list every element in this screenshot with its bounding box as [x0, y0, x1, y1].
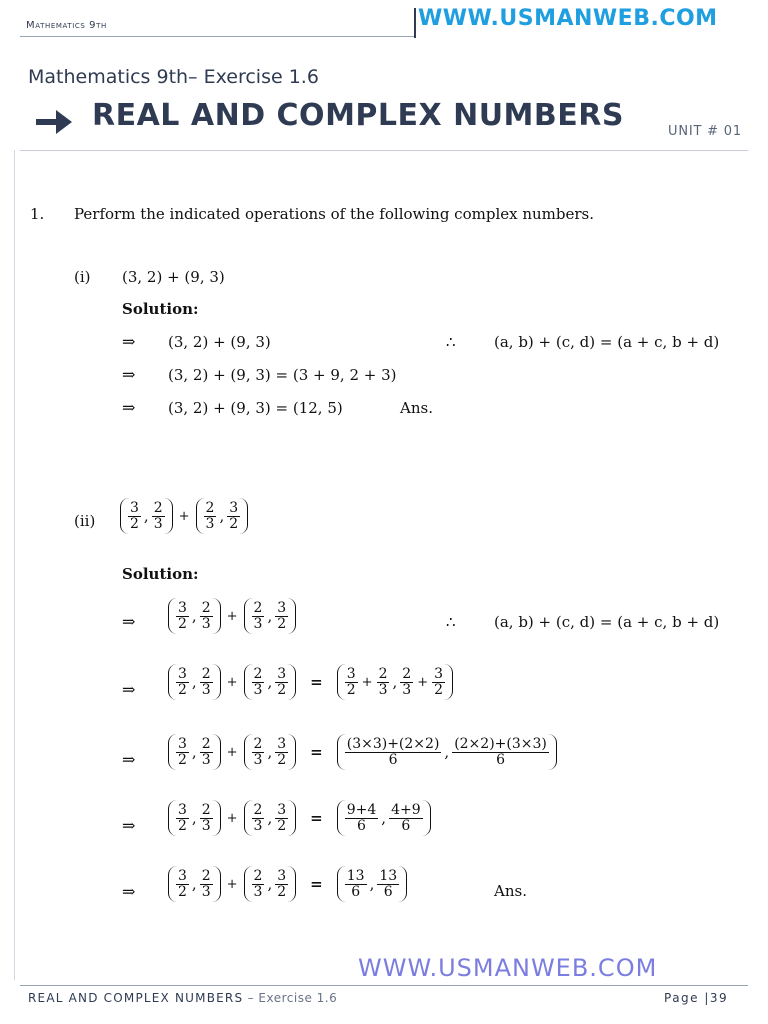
part-i-step-3: (3, 2) + (9, 3) = (12, 5)	[168, 399, 343, 417]
part-ii-expression: $\frac{3}{2}$ , $\frac{2}{3}$ + $\frac{2}{3}$ , $\frac{3}{2}$	[120, 498, 248, 534]
implies-symbol: ⇒	[122, 882, 136, 901]
part-i-solution-label: Solution:	[122, 300, 199, 318]
footer-divider	[20, 985, 748, 986]
arrow-right-icon	[34, 104, 74, 140]
title-divider	[20, 150, 748, 151]
addition-rule: (a, b) + (c, d) = (a + c, b + d)	[494, 333, 720, 351]
part-ii-step-2: $\frac{3}{2}$ , $\frac{2}{3}$ + $\frac{2}{3}$ , $\frac{3}{2}$ = $\frac{3}{2}$ + $\frac{2}{3}$ , $\frac{2}{3}$ + $\frac{3}{2}$	[168, 664, 453, 700]
footer-exercise: – Exercise 1.6	[243, 991, 338, 1005]
answer-label: Ans.	[494, 882, 527, 900]
implies-symbol: ⇒	[122, 816, 136, 835]
part-ii-solution-label: Solution:	[122, 565, 199, 583]
part-i-step-1: (3, 2) + (9, 3)	[168, 333, 271, 351]
part-ii-step-3: $\frac{3}{2}$ , $\frac{2}{3}$ + $\frac{2}{3}$ , $\frac{3}{2}$ = $\frac{(3\times 3)+(2\times 2)}{6}$ , $\frac{(2\times 2)+(3\times 3)}{6}$	[168, 734, 557, 770]
implies-symbol: ⇒	[122, 750, 136, 769]
implies-symbol: ⇒	[122, 398, 136, 417]
part-ii-step-4: $\frac{3}{2}$ , $\frac{2}{3}$ + $\frac{2}{3}$ , $\frac{3}{2}$ = $\frac{9+4}{6}$ , $\frac{4+9}{6}$	[168, 800, 431, 836]
chapter-title: REAL AND COMPLEX NUMBERS	[92, 98, 624, 133]
exercise-title: Mathematics 9th– Exercise 1.6	[28, 66, 319, 88]
header-vertical-divider	[414, 8, 416, 38]
header-divider	[20, 36, 415, 37]
addition-rule: (a, b) + (c, d) = (a + c, b + d)	[494, 613, 720, 631]
part-ii-label: (ii)	[74, 512, 96, 530]
therefore-symbol: ∴	[446, 333, 456, 351]
footer-chapter	[28, 991, 337, 1005]
page-number: Page |39	[664, 991, 729, 1005]
part-ii-step-1: $\frac{3}{2}$ , $\frac{2}{3}$ + $\frac{2}{3}$ , $\frac{3}{2}$	[168, 598, 296, 634]
part-i-expression: (3, 2) + (9, 3)	[122, 268, 225, 286]
answer-label: Ans.	[400, 399, 433, 417]
header-subject: Mathematics 9th	[26, 20, 107, 31]
part-i-label: (i)	[74, 268, 91, 286]
question-number: 1.	[30, 205, 45, 223]
page-left-border	[14, 150, 15, 980]
header-website-link[interactable]: WWW.USMANWEB.COM	[418, 6, 718, 31]
footer-chapter-name: REAL AND COMPLEX NUMBERS	[28, 991, 244, 1005]
footer-website-link[interactable]: WWW.USMANWEB.COM	[358, 954, 658, 982]
implies-symbol: ⇒	[122, 332, 136, 351]
implies-symbol: ⇒	[122, 612, 136, 631]
therefore-symbol: ∴	[446, 613, 456, 631]
question-text: Perform the indicated operations of the following complex numbers.	[74, 205, 595, 223]
part-ii-step-5: $\frac{3}{2}$ , $\frac{2}{3}$ + $\frac{2}{3}$ , $\frac{3}{2}$ = $\frac{13}{6}$ , $\frac{13}{6}$	[168, 866, 407, 902]
unit-label: UNIT # 01	[668, 124, 742, 139]
part-i-step-2: (3, 2) + (9, 3) = (3 + 9, 2 + 3)	[168, 366, 397, 384]
implies-symbol: ⇒	[122, 680, 136, 699]
implies-symbol: ⇒	[122, 365, 136, 384]
